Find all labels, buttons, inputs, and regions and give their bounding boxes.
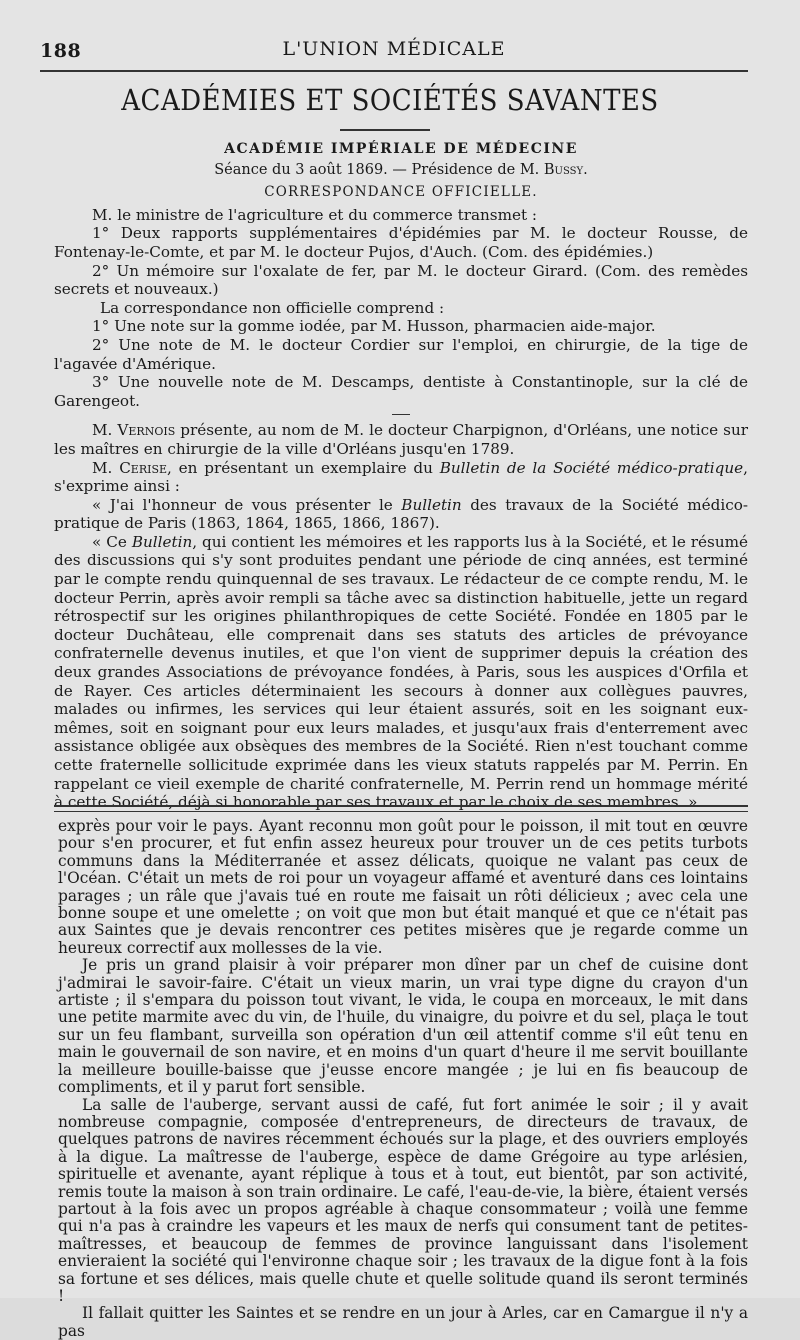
academy-report [54,140,748,812]
official-item-1: 1° Deux rapports supplémentaires d'épidémies par M. le docteur Rousse, de Fontenay-le-Comte, et par M. le docteur Pujos, d'Auch. (Com. des épidémies.) [54,224,748,261]
cerise-name: Cerise [119,458,168,477]
feuilleton-paragraph-3: La salle de l'auberge, servant aussi de café, fut fort animée le soir ; il y avait nombreuse compagnie, composée d'entrepreneurs, de directeurs de travaux, de quelques patrons de navires récemment échoués sur la plage, et des ouvriers employés à la digue. La maîtresse de l'auberge, espèce de dame Grégoire au type arlésien, spirituelle et avenante, ayant réplique à tous et à tout, eut bientôt, par son activité, remis toute la maison à son train ordinaire. Le café, l'eau-de-vie, la bière, étaient versés partout à la fois avec un propos agréable à chaque consommateur ; voilà une femme qui n'a pas à craindre les vapeurs et les maux de nerfs qui consument tant de petites-maîtresses, et beaucoup de femmes de province languissant dans l'isolement envieraient la société qui l'environne chaque soir ; les travaux de la digue font à la fois sa fortune et ses délices, mais quelle chute et quelle solitude quand ils seront terminés ! [58,1095,748,1305]
vernois-paragraph: M. Vernois présente, au nom de M. le docteur Charpignon, d'Orléans, une notice sur les maîtres en chirurgie de la ville d'Orléans jusqu'en 1789. [54,421,748,458]
feuilleton-paragraph-2: Je pris un grand plaisir à voir préparer mon dîner par un chef de cuisine dont j'admirai le savoir-faire. C'était un vieux marin, un vrai type digne du crayon d'un artiste ; il s'empara du poisson tout vivant, le vida, le coupa en morceaux, le mit dans une petite marmite avec du vin, de l'huile, du vinaigre, du poivre et du sel, plaça le tout sur un feu flambant, surveilla son opération d'un œil attentif comme s'il eût tenu en main le gouvernail de son navire, et en moins d'un quart d'heure il me servit bouillante la meilleure bouille-baisse que j'eusse encore mangée ; je lui en fis beaucoup de compliments, et il y parut fort sensible. [58,956,748,1097]
running-head [40,36,748,72]
quote1-title: Bulletin [401,495,462,514]
cerise-pre: , en présentant un exemplaire du [167,458,440,477]
official-intro: M. le ministre de l'agriculture et du commerce transmet : [92,205,538,224]
nonofficial-item-3: 3° Une nouvelle note de M. Descamps, dentiste à Constantinople, sur la clé de Garengeot. [54,373,748,410]
quote2-title: Bulletin [131,532,193,551]
official-item-2: 2° Un mémoire sur l'oxalate de fer, par M. le docteur Girard. (Com. des remèdes secrets et nouveaux.) [54,261,748,299]
feuilleton-paragraph-1: exprès pour voir le pays. Ayant reconnu mon goût pour le poisson, il mit tout en œuvre pour s'en procurer, et fut enfin assez heureux pour trouver un de ces petits turbots communs dans la Méditerranée et assez délicats, quoique ne valant pas ceux de l'Océan. C'était un mets de roi pour un voyageur affamé et aventuré dans ces lointains parages ; un râle que j'avais tué en route me faisait un rôti délicieux ; avec cela une bonne soupe et une omelette ; on voit que mon but était manqué et que ce n'était pas aux Saintes que je devais rencontrer ces petites misères que je regarde comme un heureux correctif aux mollesses de la vie. [58,817,748,957]
seance-prefix: Séance du 3 août 1869. — Présidence de M. [214,161,544,178]
nonofficial-item-1: 1° Une note sur la gomme iodée, par M. Husson, pharmacien aide-major. [92,317,656,336]
cerise-bulletin-title: Bulletin de la Société médico-pratique [439,458,744,477]
feuilleton-divider [54,805,748,812]
official-correspondence-heading: CORRESPONDANCE OFFICIELLE. [264,184,538,201]
quote-paragraph-1 [54,496,748,533]
seance-line [54,161,748,180]
seance-suffix: . [583,161,588,178]
quote-paragraph-2 [54,533,748,812]
quote1-pre: « J'ai l'honneur de vous présenter le [92,495,402,514]
page-number: 188 [40,40,82,62]
cerise-post: , s'exprime ainsi : [54,458,748,496]
quote2-post: , qui contient les mémoires et les rapports lus à la Société, et le résumé des discussions qui s'y sont produites pendant une période de cinq années, est terminé par le compte rendu quinquennal de ses travaux. Le rédacteur de ce compte rendu, M. le docteur Perrin, après avoir rempli sa tâche avec sa distinction habituelle, jette un regard rétrospectif sur les origines philanthropiques de cette Société. Fondée en 1805 par le docteur Duchâteau, elle comprenait dans ses statuts des articles de prévoyance confraternelle devenus inutiles, et que l'on vient de supprimer depuis la création des deux grandes Associations de prévoyance fondées, à Paris, sous les auspices d'Orfila et de Rayer. Ces articles déterminaient les secours à donner aux collègues pauvres, malades ou infirmes, les services qui leur étaient assurés, soit en les soignant eux-mêmes, soit en soignant pour eux leurs malades, et jusqu'aux frais d'enterrement avec assistance obligée aux obsèques des membres de la Société. Rien n'est touchant comme cette fraternelle sollicitude exprimée dans les vieux statuts rappelés par M. Perrin. En rappelant ce vieil exemple de charité confraternelle, M. Perrin rend un hommage mérité à cette Société, déjà si honorable par ses travaux et par le choix de ses membres. » [54,532,748,812]
nonofficial-intro: La correspondance non officielle comprend : [100,298,445,317]
title-rule [340,129,430,131]
feuilleton-text [58,818,748,1340]
vernois-name: Vernois [117,421,176,440]
cerise-paragraph: M. Cerise, en présentant un exemplaire du Bulletin de la Société médico-pratique, s'exprime ainsi : [54,458,748,496]
nonofficial-item-2: 2° Une note de M. le docteur Cordier sur l'emploi, en chirurgie, de la tige de l'agavée d'Amérique. [54,335,748,373]
separator-rule [392,414,410,415]
journal-title: L'UNION MÉDICALE [282,38,506,60]
vernois-text: présente, au nom de M. le docteur Charpignon, d'Orléans, une notice sur les maîtres en chirurgie de la ville d'Orléans jusqu'en 1789. [54,421,748,458]
quote2-pre: « Ce [92,532,132,551]
section-title: ACADÉMIES ET SOCIÉTÉS SAVANTES [121,84,659,118]
quote1-post: des travaux de la Société médico-pratique de Paris (1863, 1864, 1865, 1866, 1867). [54,495,748,533]
feuilleton-paragraph-4: Il fallait quitter les Saintes et se rendre en un jour à Arles, car en Camargue il n'y a pas [58,1304,748,1340]
seance-president: Bussy [543,161,584,178]
academy-heading: ACADÉMIE IMPÉRIALE DE MÉDECINE [224,141,578,157]
